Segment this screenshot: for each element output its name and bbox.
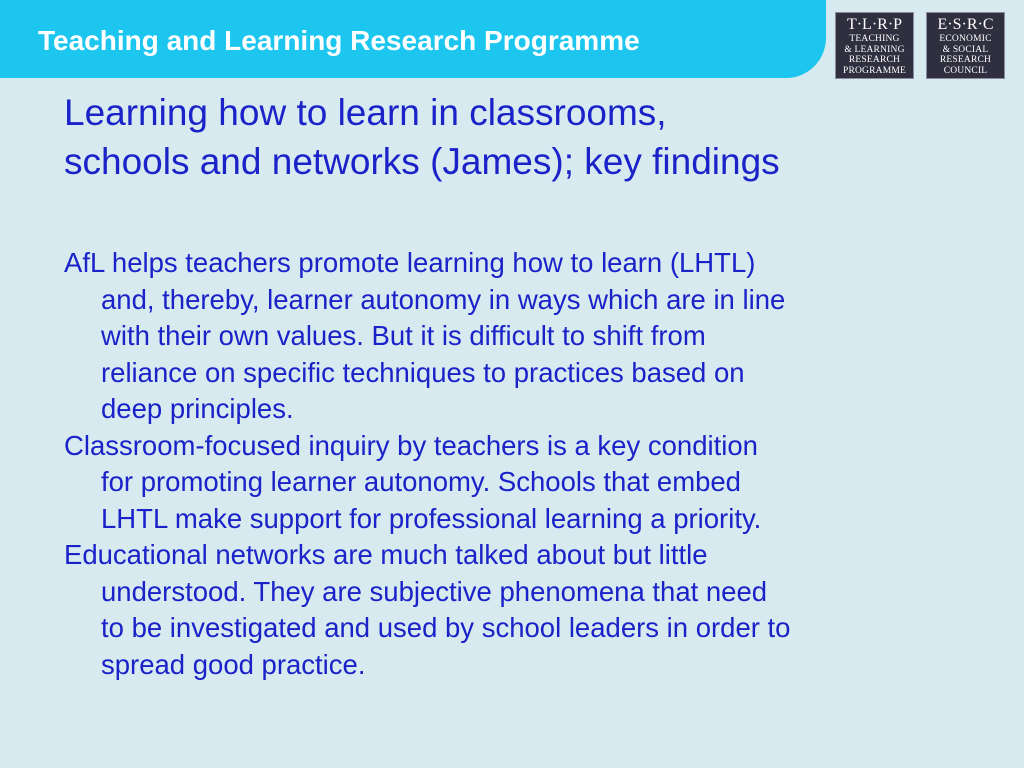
slide-title-line: Learning how to learn in classrooms,: [64, 92, 667, 133]
tlrp-logo-line: PROGRAMME: [842, 65, 907, 76]
finding-line: AfL helps teachers promote learning how to learn (LHTL): [64, 247, 756, 278]
finding-line: Classroom-focused inquiry by teachers is a key condition: [64, 429, 758, 461]
tlrp-logo-abbr: T·L·R·P: [846, 16, 903, 33]
finding-line: reliance on specific techniques to practices based on: [101, 356, 745, 388]
tlrp-logo: [835, 12, 914, 79]
esrc-logo-line: & SOCIAL: [942, 44, 989, 55]
header-banner: [0, 0, 826, 78]
esrc-logo-line: RESEARCH: [939, 55, 992, 65]
finding-line: for promoting learner autonomy. Schools that embed: [101, 466, 741, 497]
finding-networks: [64, 537, 984, 683]
esrc-logo: [926, 12, 1005, 79]
finding-line: deep principles.: [101, 393, 294, 424]
finding-line: LHTL make support for professional learning a priority.: [101, 502, 762, 534]
finding-line: and, thereby, learner autonomy in ways which are in line: [101, 283, 786, 315]
esrc-logo-abbr: E·S·R·C: [937, 16, 994, 33]
slide-title: [64, 88, 964, 186]
finding-inquiry: [64, 428, 984, 538]
tlrp-logo-line: RESEARCH: [848, 55, 901, 65]
finding-line: understood. They are subjective phenomena that need: [101, 575, 768, 607]
tlrp-logo-line: TEACHING: [849, 34, 900, 44]
slide-title-line: schools and networks (James); key findings: [64, 141, 780, 182]
finding-afl: [64, 245, 984, 428]
finding-line: to be investigated and used by school leaders in order to: [101, 612, 791, 643]
esrc-logo-line: COUNCIL: [943, 65, 988, 76]
tlrp-logo-line: & LEARNING: [844, 44, 905, 55]
finding-line: with their own values. But it is difficult to shift from: [101, 320, 706, 351]
finding-line: Educational networks are much talked about but little: [64, 539, 708, 570]
finding-line: spread good practice.: [101, 648, 366, 680]
banner-title: Teaching and Learning Research Programme: [38, 25, 640, 56]
findings-list: [64, 245, 984, 683]
esrc-logo-line: ECONOMIC: [939, 34, 992, 44]
